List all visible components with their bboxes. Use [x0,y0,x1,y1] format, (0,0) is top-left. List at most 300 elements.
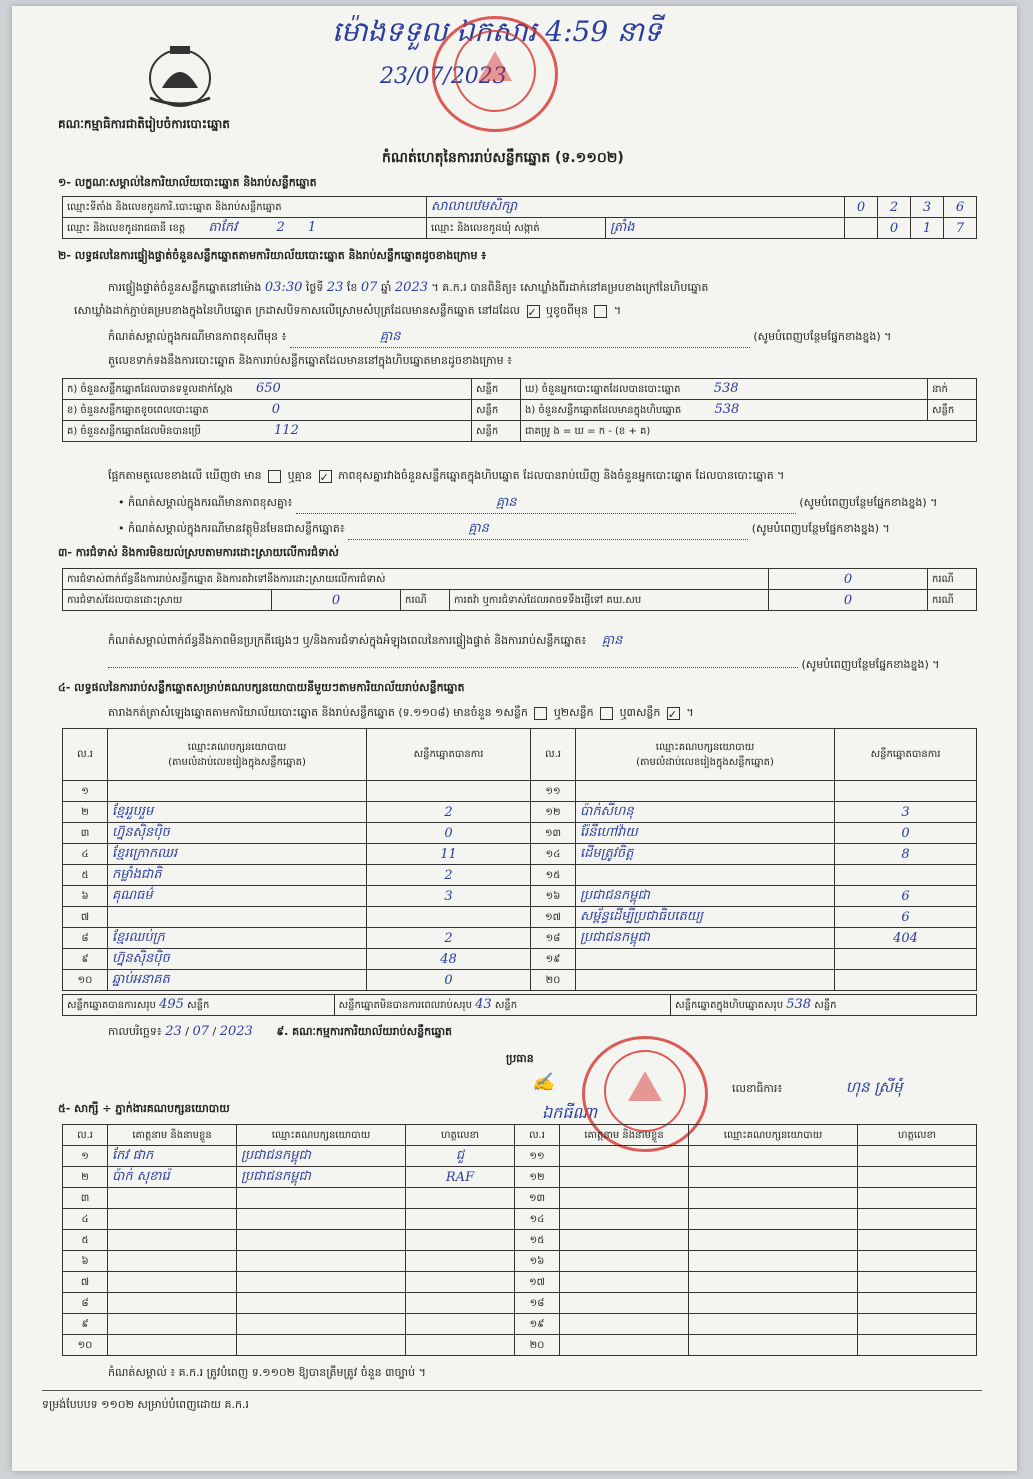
total-valid [63,995,335,1016]
seal-check-line: សោឃ្លាំងដាក់ភ្ជាប់គម្របខាងក្នុងនៃហិបឆ្នោត ក្រដាសបិទកាសលើស្រោមសំបុត្រដែលមានសន្លឹកឆ្នោត នៅដដែល ✓ ឬខូចពីមុន ។ [74,304,622,319]
col-witness-name: គោត្តនាម និងនាមខ្លួន [560,1125,689,1146]
total-ballots-unit: សន្លឹក [814,1000,837,1011]
table-row [63,1188,977,1209]
party-name [576,970,835,991]
form-page [12,6,1017,1471]
total-valid-unit: សន្លឹក [187,1000,210,1011]
row-no: ១ [63,781,108,802]
bullet-note-1 [118,494,937,514]
table-row [63,1314,977,1335]
party-name: ប៉ាក់សីហនុ [576,802,835,823]
col-no: ល.រ [531,729,576,781]
unchanged-checkbox[interactable]: ✓ [527,305,540,318]
figure-value: 538 [714,402,740,417]
witness-signature [406,1209,515,1230]
col-party-title: ឈ្មោះគណបក្សនយោបាយ [655,741,755,753]
witness-name [560,1188,689,1209]
party-votes [835,781,977,802]
year-label: ឆ្នាំ [380,281,392,294]
handwritten-receipt-time: ម៉ោងទទួល ឯកសារ 4:59 នាទី [332,15,662,48]
witness-party [689,1335,858,1356]
commune-code-digit: 0 [878,218,911,239]
ballot-figures-table [62,378,977,442]
damaged-label: ឬខូចពីមុន [546,304,588,317]
bullet-label: • កំណត់សម្គាល់ក្នុងករណីមានវត្ថុមិនមែនជាសន្លឹកឆ្នោត៖ [118,522,345,535]
totals-table [62,994,977,1016]
three-sheet-checkbox[interactable]: ✓ [667,707,680,720]
witness-party: ប្រជាជនកម្ពុជា [237,1167,406,1188]
appeal-value: 0 [769,590,928,611]
one-sheet-checkbox[interactable] [534,707,547,720]
row-no: ១៦ [531,886,576,907]
party-votes: 3 [835,802,977,823]
tally-sheet-line: តារាងកត់ត្រាសំឡេងឆ្នោតតាមការិយាល័យបោះឆ្នោត និងរាប់សន្លឹកឆ្នោត (ទ.១១០៨) មានចំនួន ១សន្លឹក ឬ២សន្លឹក ឬ៣សន្លឹក ✓ ។ [108,706,694,721]
table-row [63,970,977,991]
figure-unit: សន្លឹក [472,379,521,400]
witness-signature [406,1335,515,1356]
secretary-label: លេខាធិការ៖ [732,1082,783,1095]
two-sheet-label: ឬ២សន្លឹក [553,706,594,719]
figure-label: ឃ) ចំនួនអ្នកបោះឆ្នោតដែលបានបោះឆ្នោត [525,384,681,395]
figure-unit: សន្លឹក [928,400,977,421]
row-no: ១២ [531,802,576,823]
row-no: ២ [63,802,108,823]
row-no: ៩ [63,949,108,970]
witness-signature [858,1314,977,1335]
party-name [576,781,835,802]
witness-name [560,1293,689,1314]
witness-signature [858,1251,977,1272]
party-name [576,949,835,970]
witness-signature [858,1230,977,1251]
row-no: ៧ [63,1272,108,1293]
resolved-value: 0 [272,590,401,611]
figure-label: ក) ចំនួនសន្លឹកឆ្នោតដែលបានទទួលដាក់ស្តែង [67,384,233,395]
secretary-line [732,1078,903,1100]
party-name: ខ្មែររួបរួម [108,802,367,823]
row-no: ៧ [63,907,108,928]
row-no: ១៥ [531,865,576,886]
party-votes: 404 [835,928,977,949]
party-name: ហ្វ៊ុនស៊ិនប៉ិច [108,949,367,970]
witness-party [689,1251,858,1272]
row-no: ១ [63,1146,108,1167]
date-day: 23 [165,1024,182,1039]
col-witness-party: ឈ្មោះគណបក្សនយោបាយ [237,1125,406,1146]
figure-unit: នាក់ [928,379,977,400]
commune-value: ត្រាំង [606,218,845,239]
row-no: ៣ [63,823,108,844]
witness-name [560,1314,689,1335]
party-votes [367,781,531,802]
total-ballots-value: 538 [786,997,812,1012]
row-no: ៩ [63,1314,108,1335]
tally-sheet-text: តារាងកត់ត្រាសំឡេងឆ្នោតតាមការិយាល័យបោះឆ្នោត និងរាប់សន្លឹកឆ្នោត (ទ.១១០៨) មានចំនួន ១សន្លឹក [108,706,528,719]
party-name [576,865,835,886]
party-name: ខ្មែរឈប់ក្រ [108,928,367,949]
party-name: កម្លាំងជាតិ [108,865,367,886]
figure-value: 0 [271,402,281,417]
party-name: ប្រជាជនកម្ពុជា [576,928,835,949]
form-title: កំណត់ហេតុនៃការរាប់សន្លឹកឆ្នោត (ទ.១១០២) [382,150,624,166]
col-no: ល.រ [63,1125,108,1146]
witness-name [560,1335,689,1356]
organization-name: គណៈកម្មាធិការជាតិរៀបចំការបោះឆ្នោត [58,117,230,131]
witness-party [689,1293,858,1314]
col-witness-sign: ហត្ថលេខា [858,1125,977,1146]
witness-signature [406,1251,515,1272]
footer-divider [42,1390,982,1391]
verification-time: 03:30 [264,280,303,295]
irregularity-hint: (សូមបំពេញបន្ថែមផ្នែកខាងខ្នង) ។ [801,658,940,671]
table-row [63,907,977,928]
bullet-value: គ្មាន [296,494,796,514]
witness-signature [858,1209,977,1230]
witness-signature [406,1230,515,1251]
row-no: ១១ [515,1146,560,1167]
date-line: កាលបរិច្ឆេទ៖ 23 / 07 / 2023 ៩. គណៈកម្មការការិយាល័យរាប់សន្លឹកឆ្នោត [108,1024,453,1039]
row-no: ៨ [63,928,108,949]
row-no: ១២ [515,1167,560,1188]
irregularity-note [108,632,622,651]
witness-signature [858,1188,977,1209]
col-witness-sign: ហត្ថលេខា [406,1125,515,1146]
party-votes: 3 [367,886,531,907]
party-votes: 48 [367,949,531,970]
footnote: កំណត់សម្គាល់ ៖ គ.ក.រ ត្រូវបំពេញ ទ.១១០២ ឱ្យបានត្រឹមត្រូវ ចំនួន ៣ច្បាប់ ។ [108,1366,426,1379]
formula-text: ជាគម្រូ ង = ឃ = ក - (ខ + គ) [521,421,977,442]
nec-emblem-logo [140,38,220,114]
has-discrepancy-checkbox[interactable] [268,470,281,483]
discrepancy-text: ផ្អែកតាមតួលេខខាងលើ ឃើញថា មាន [108,469,262,482]
official-stamp-top [432,16,558,132]
witness-party [689,1314,858,1335]
party-name [108,781,367,802]
witness-name [108,1188,237,1209]
figure-label: ខ) ចំនួនសន្លឹកឆ្នោតខូចពេលបោះឆ្នោត [67,405,209,416]
witness-name [560,1209,689,1230]
section5-heading: ៥- សាក្សី ÷ ភ្នាក់ងារគណបក្សនយោបាយ [58,1102,230,1115]
party-votes [367,907,531,928]
row-no: ៥ [63,1230,108,1251]
witness-name [108,1293,237,1314]
witness-party [237,1314,406,1335]
row-no: ១៨ [515,1293,560,1314]
col-party [108,729,367,781]
figure-row [63,421,472,442]
witness-signature [858,1335,977,1356]
witness-name [560,1251,689,1272]
witness-party [237,1293,406,1314]
witness-party [237,1335,406,1356]
row-no: ៤ [63,844,108,865]
witness-name [560,1230,689,1251]
section3-heading: ៣- ការជំទាស់ និងការមិនយល់ស្របតាមការដោះស្រាយលើការជំទាស់ [58,546,339,559]
discrepancy-line [108,469,784,485]
row-no: ១៥ [515,1230,560,1251]
row-no: ១៩ [531,949,576,970]
province-value: តាកែវ [208,219,238,235]
date-month: 07 [192,1024,210,1039]
row-no: ១៤ [531,844,576,865]
witness-signature [858,1167,977,1188]
witness-name: ប៉ាក់ សុខារ៉េ [108,1167,237,1188]
witness-signature [858,1146,977,1167]
party-name: ដើមត្រូវចិត្ត [576,844,835,865]
figures-intro: តួលេខទាក់ទងនឹងការបោះឆ្នោត និងការរាប់សន្លឹកឆ្នោតដែលមាននៅក្នុងហិបឆ្នោតមានដូចខាងក្រោម ៖ [108,354,512,367]
party-votes: 8 [835,844,977,865]
figure-row [521,379,928,400]
row-no: ១៩ [515,1314,560,1335]
table-row [63,1167,977,1188]
party-votes [835,949,977,970]
note-hint: (សូមបំពេញបន្ថែមផ្នែកខាងខ្នង) ។ [753,330,892,343]
objections-value: 0 [769,569,928,590]
col-votes: សន្លឹកឆ្នោតបានការ [367,729,531,781]
table-row [63,844,977,865]
no-discrepancy-label: ឬគ្មាន [287,469,313,482]
row-no: ៨ [63,1293,108,1314]
row-no: ៣ [63,1188,108,1209]
party-name: សម្ព័ន្ធដើម្បីប្រជាធិបតេយ្យ [576,907,835,928]
figure-row [521,400,928,421]
bullet-hint: (សូមបំពេញបន្ថែមផ្នែកខាងខ្នង) ។ [799,496,938,509]
witness-party [237,1230,406,1251]
witness-party: ប្រជាជនកម្ពុជា [237,1146,406,1167]
province-label-text: ឈ្មោះ និងលេខកូដរាជធានី ខេត្ត [67,222,186,234]
witness-name [560,1167,689,1188]
party-results-table [62,728,977,991]
party-name [108,907,367,928]
figure-unit: សន្លឹក [472,400,521,421]
party-votes: 2 [367,802,531,823]
figure-value: 650 [255,381,281,396]
figure-value: 538 [713,381,739,396]
table-row [63,886,977,907]
party-votes: 0 [367,970,531,991]
party-name: រ៉ែនីហៅវ៉ាយ [576,823,835,844]
row-no: ១៤ [515,1209,560,1230]
secretary-name: ហុន ស្រីមុំ [845,1078,903,1096]
bullet-note-2 [118,520,890,540]
verification-text-tail: ។ គ.ក.រ បានពិនិត្យ៖ សោឃ្លាំងពីរដាក់នៅគម្របខាងក្រៅនៃហិបឆ្នោត [431,281,709,294]
row-no: ៤ [63,1209,108,1230]
row-no: ១១ [531,781,576,802]
col-no: ល.រ [63,729,108,781]
witness-party [689,1230,858,1251]
total-invalid [334,995,671,1016]
table-row [63,1209,977,1230]
table-row [63,928,977,949]
total-invalid-label: សន្លឹកឆ្នោតមិនបានការពេលរាប់សរុប [338,1000,472,1011]
party-votes: 6 [835,886,977,907]
witness-signature [858,1272,977,1293]
site-code-digit: 3 [911,197,944,218]
figure-value: 112 [274,423,299,438]
col-party-subtitle: (តាមលំដាប់លេខរៀងក្នុងសន្លឹកឆ្នោត) [168,756,306,768]
table-row [63,823,977,844]
verification-year: 2023 [394,280,428,295]
witness-signature [406,1272,515,1293]
objections-table [62,568,977,611]
day-label: ថ្ងៃទី [305,281,324,294]
verification-month: 07 [360,280,378,295]
witness-name [560,1272,689,1293]
province-code: 1 [307,219,317,235]
verification-line [108,280,708,297]
row-no: ៥ [63,865,108,886]
witness-name [108,1335,237,1356]
three-sheet-label: ឬ៣សន្លឹក [619,706,661,719]
commune-code-digit: 7 [944,218,977,239]
col-party [576,729,835,781]
appeal-label: ការតវ៉ា ឬការជំទាស់ដែលអាចទទឹងផ្ញើទៅ គឃ.សប [450,590,769,611]
section1-table [62,196,977,239]
party-name: គុណធម៌ [108,886,367,907]
total-valid-value: 495 [159,997,184,1012]
site-code-digit: 6 [944,197,977,218]
witness-party [237,1272,406,1293]
row-no: ១៨ [531,928,576,949]
total-ballots [671,995,977,1016]
table-row [63,1335,977,1356]
col-witness-name: គោត្តនាម និងនាមខ្លួន [108,1125,237,1146]
table-row [63,1230,977,1251]
witness-party [689,1188,858,1209]
objections-label: ការជំទាស់ពាក់ព័ន្ធនឹងការរាប់សន្លឹកឆ្នោត និងការតវ៉ាទៅនឹងការដោះស្រាយលើការជំទាស់ [63,569,769,590]
chair-signature: ✍ [532,1072,555,1093]
party-votes: 11 [367,844,531,865]
witness-signature [406,1188,515,1209]
date-year: 2023 [219,1024,253,1039]
no-discrepancy-checkbox[interactable]: ✓ [319,470,332,483]
irregularity-value: គ្មាន [601,633,623,648]
row-no: ២០ [515,1335,560,1356]
col-votes: សន្លឹកឆ្នោតបានការ [835,729,977,781]
party-votes [835,970,977,991]
party-votes: 2 [367,865,531,886]
handwritten-receipt-date: 23/07/2023 [380,64,507,89]
note-line [108,328,891,348]
row-no: ៦ [63,1251,108,1272]
party-name: ឆ្នាប់អនាគត [108,970,367,991]
bullet-label: • កំណត់សម្គាល់ក្នុងករណីមានភាពខុសគ្នា៖ [118,496,293,509]
witness-name: កែវ ផាក [108,1146,237,1167]
party-votes: 0 [367,823,531,844]
witness-party [689,1167,858,1188]
objections-unit: ករណី [928,569,977,590]
table-row [63,865,977,886]
form-footer: ទម្រង់បែបបទ ១១០២ សម្រាប់បំពេញដោយ គ.ក.រ [42,1398,249,1411]
verification-day: 23 [326,280,344,295]
total-ballots-label: សន្លឹកឆ្នោតក្នុងហិបឆ្នោតសរុប [675,1000,784,1011]
damaged-checkbox[interactable] [594,305,607,318]
bullet-value: គ្មាន [348,520,748,540]
witness-party [237,1251,406,1272]
table-row [63,1272,977,1293]
party-name: ហ្វ៊ុនស៊ិនប៉ិច [108,823,367,844]
row-no: ២០ [531,970,576,991]
bullet-hint: (សូមបំពេញបន្ថែមផ្នែកខាងខ្នង) ។ [751,522,890,535]
row-no: ២ [63,1167,108,1188]
appeal-unit: ករណី [928,590,977,611]
table-row [63,1251,977,1272]
witness-signature [406,1293,515,1314]
col-no: ល.រ [515,1125,560,1146]
witness-signature: ជួ [406,1146,515,1167]
date-label: កាលបរិច្ឆេទ៖ [108,1025,162,1038]
witness-signature [406,1314,515,1335]
table-row [63,949,977,970]
province-code: 2 [276,219,285,235]
witness-party [689,1209,858,1230]
total-invalid-unit: សន្លឹក [494,1000,518,1011]
witness-name [108,1314,237,1335]
site-name-value: សាលាបឋមសិក្សា [427,197,845,218]
col-witness-party: ឈ្មោះគណបក្សនយោបាយ [689,1125,858,1146]
resolved-unit: ករណី [401,590,450,611]
row-no: ១៣ [515,1188,560,1209]
figure-label: ង) ចំនួនសន្លឹកឆ្នោតដែលមានក្នុងហិបឆ្នោត [525,405,682,416]
witness-party [237,1188,406,1209]
witness-signature: RAF [406,1167,515,1188]
note-value: គ្មាន [290,328,750,348]
total-invalid-value: 43 [475,997,492,1012]
section1-heading: ១- លក្ខណៈសម្គាល់នៃការិយាល័យបោះឆ្នោត និងរាប់សន្លឹកឆ្នោត [58,176,317,189]
party-name: ខ្មែរក្រោកឈរ [108,844,367,865]
commune-label: ឈ្មោះ និងលេខកូដឃុំ សង្កាត់ [427,218,606,239]
col-party-subtitle: (តាមលំដាប់លេខរៀងក្នុងសន្លឹកឆ្នោត) [636,756,774,768]
witness-party [689,1146,858,1167]
witness-name [560,1146,689,1167]
col-party-title: ឈ្មោះគណបក្សនយោបាយ [187,741,287,753]
party-name: ប្រជាជនកម្ពុជា [576,886,835,907]
committee-label: ៩. គណៈកម្មការការិយាល័យរាប់សន្លឹកឆ្នោត [276,1025,453,1038]
resolved-label: ការជំទាស់ដែលបានដោះស្រាយ [63,590,272,611]
month-label: ខែ [346,281,358,294]
row-no: ១៧ [515,1272,560,1293]
total-valid-label: សន្លឹកឆ្នោតបានការសរុប [67,1000,156,1011]
table-row [63,802,977,823]
discrepancy-tail: ភាពខុសគ្នារវាងចំនួនសន្លឹកឆ្នោតក្នុងហិបឆ្នោត ដែលបានរាប់ឃើញ និងចំនួនអ្នកបោះឆ្នោត ដែលបានបោះឆ្នោត ។ [338,469,785,482]
table-row [63,781,977,802]
figure-row [63,379,472,400]
figure-label: គ) ចំនួនសន្លឹកឆ្នោតដែលមិនបានប្រើ [67,426,201,437]
witness-name [108,1209,237,1230]
witness-table [62,1124,977,1356]
chair-name: ឯកធីណា [542,1103,598,1122]
row-no: ៦ [63,886,108,907]
two-sheet-checkbox[interactable] [600,707,613,720]
note-label: កំណត់សម្គាល់ក្នុងករណីមានភាពខុសពីមុន ៖ [108,330,287,343]
province-label [63,218,427,239]
figure-unit: សន្លឹក [472,421,521,442]
row-no: ១០ [63,1335,108,1356]
witness-name [108,1251,237,1272]
row-no: ១៣ [531,823,576,844]
table-row [63,1146,977,1167]
witness-name [108,1272,237,1293]
section4-heading: ៤- លទ្ធផលនៃការរាប់សន្លឹកឆ្នោតសម្រាប់គណបក្សនយោបាយនីមួយៗតាមការិយាល័យរាប់សន្លឹកឆ្នោត [58,681,465,694]
party-votes: 2 [367,928,531,949]
site-code-digit: 0 [845,197,878,218]
witness-signature [858,1293,977,1314]
site-code-digit: 2 [878,197,911,218]
row-no: ១០ [63,970,108,991]
seal-check-text: សោឃ្លាំងដាក់ភ្ជាប់គម្របខាងក្នុងនៃហិបឆ្នោត ក្រដាសបិទកាសលើស្រោមសំបុត្រដែលមានសន្លឹកឆ្នោត នៅដដែល [74,304,521,317]
row-no: ១៧ [531,907,576,928]
witness-name [108,1230,237,1251]
